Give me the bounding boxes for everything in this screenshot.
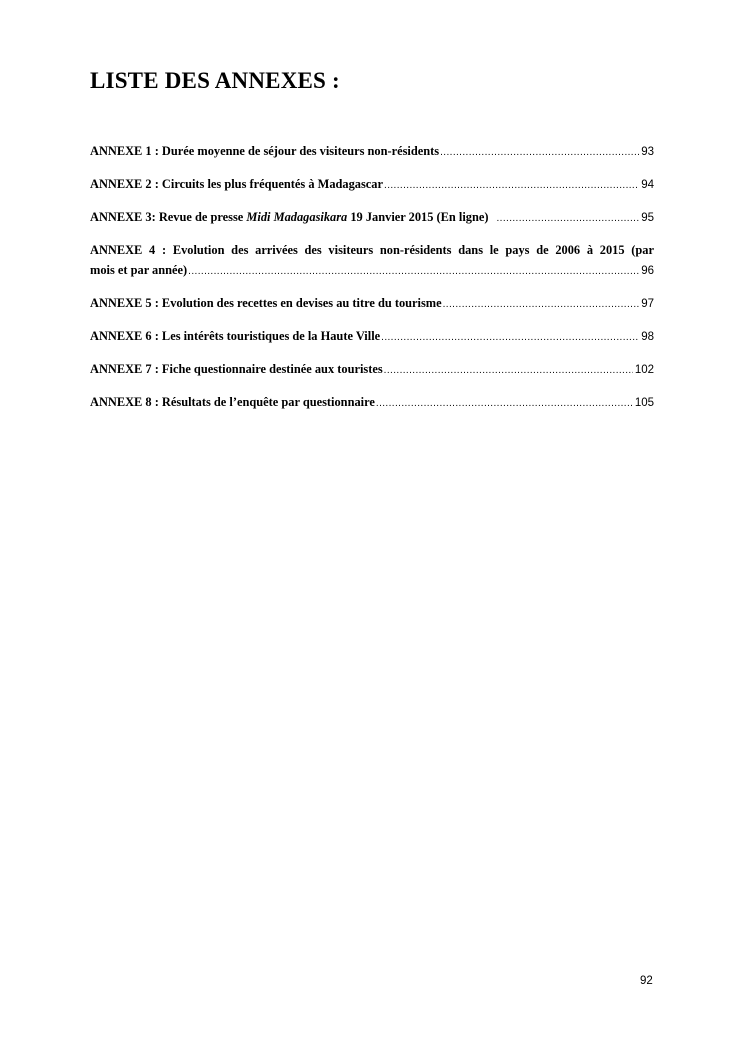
toc-entry-annexe-2[interactable] [90, 174, 654, 196]
toc-entry-annexe-6[interactable] [90, 326, 654, 348]
toc-entry-page: 94 [641, 179, 654, 191]
dot-leader [440, 143, 639, 163]
toc-entry-label-line-1: ANNEXE 4 : Evolution des arrivées des visiteurs non-résidents dans le pays de 2006 à 2015 (par [90, 243, 654, 257]
toc-entry-label: ANNEXE 6 : Les intérêts touristiques de la Haute Ville [90, 329, 381, 343]
page-number: 92 [640, 975, 653, 987]
toc-entry-annexe-1[interactable] [90, 141, 654, 163]
toc-entry-annexe-8[interactable] [90, 392, 654, 414]
toc-entry-page: 93 [641, 146, 654, 158]
toc-entry-page: 98 [641, 331, 654, 343]
toc-entry-annexe-5[interactable] [90, 293, 654, 315]
toc-entry-annexe-3[interactable] [90, 207, 654, 229]
toc-entry-label: ANNEXE 2 : Circuits les plus fréquentés à Madagascar [90, 177, 384, 191]
toc-entry-label: ANNEXE 1 : Durée moyenne de séjour des visiteurs non-résidents [90, 144, 440, 158]
toc-entry-page: 95 [641, 212, 654, 224]
newspaper-name: Midi Madagasikara [246, 210, 348, 224]
page-title: LISTE DES ANNEXES : [90, 68, 340, 93]
dot-leader [188, 262, 639, 282]
toc-entry-label: ANNEXE 7 : Fiche questionnaire destinée aux touristes [90, 362, 383, 376]
toc-entry-label: ANNEXE 8 : Résultats de l’enquête par questionnaire [90, 395, 375, 409]
toc-entry-page: 102 [634, 364, 654, 376]
dot-leader [376, 394, 633, 414]
dot-leader [443, 295, 640, 315]
toc-entry-label [90, 207, 488, 227]
toc-entry-annexe-7[interactable] [90, 359, 654, 381]
toc-entry-label-line-2: mois et par année) [90, 263, 188, 277]
dot-leader [384, 361, 633, 381]
dot-leader [384, 176, 639, 196]
toc-entry-annexe-4[interactable] [90, 240, 654, 282]
annex-list [90, 141, 654, 425]
dot-leader [381, 328, 639, 348]
dot-leader [496, 209, 639, 229]
toc-entry-page: 96 [641, 265, 654, 277]
toc-entry-label-prefix: ANNEXE 3: Revue de presse [90, 210, 247, 224]
toc-entry-page: 97 [641, 298, 654, 310]
toc-entry-label: ANNEXE 5 : Evolution des recettes en devises au titre du tourisme [90, 296, 442, 310]
toc-entry-label-suffix: 19 Janvier 2015 (En ligne) [347, 210, 489, 224]
toc-entry-page: 105 [634, 397, 654, 409]
